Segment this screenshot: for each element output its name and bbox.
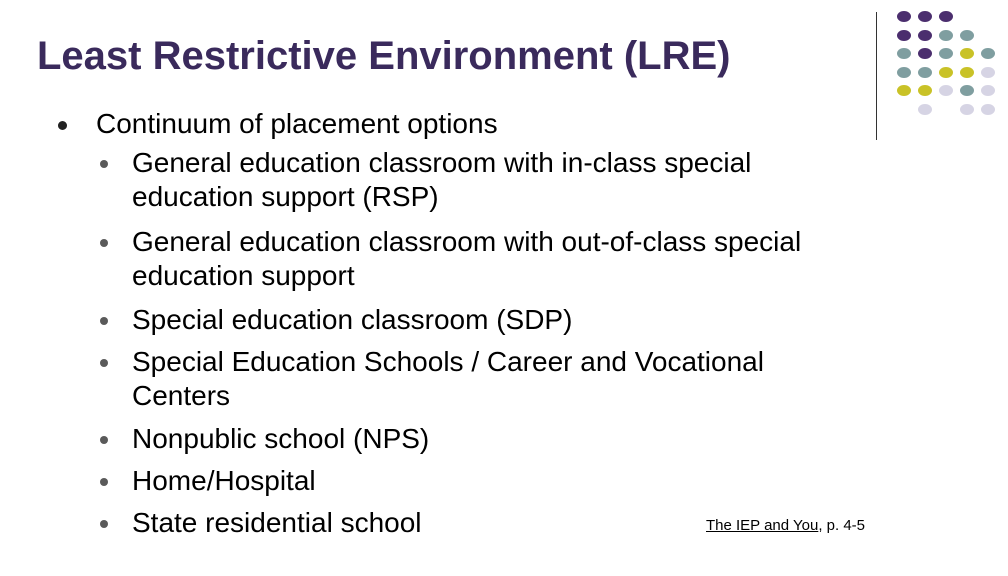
bullet-icon	[100, 520, 108, 528]
bullet-level2-line: Special Education Schools / Career and Vocational	[132, 346, 764, 377]
bullet-icon	[58, 121, 67, 130]
source-pages: , p. 4-5	[818, 517, 866, 534]
bullet-icon	[100, 359, 108, 367]
bullet-level2-line: Nonpublic school (NPS)	[132, 423, 430, 454]
bullet-level2-line: education support	[132, 260, 355, 291]
bullet-icon	[100, 478, 108, 486]
bullet-level2-line: education support (RSP)	[132, 181, 439, 212]
source-citation	[706, 517, 865, 534]
bullet-level2-line: Centers	[132, 380, 231, 411]
slide-title: Least Restrictive Environment (LRE)	[37, 34, 731, 78]
bullet-level2-line: Home/Hospital	[132, 465, 316, 496]
bullet-icon	[100, 160, 108, 168]
bullet-icon	[100, 317, 108, 325]
bullet-level2-line: General education classroom with in-class special	[132, 147, 752, 178]
source-book-title: The IEP and You	[706, 517, 819, 534]
bullet-icon	[100, 436, 108, 444]
bullet-icon	[100, 239, 108, 247]
bullet-level2-line: General education classroom with out-of-class special	[132, 226, 802, 257]
bullet-level2-line: Special education classroom (SDP)	[132, 304, 573, 335]
bullet-level2-line: State residential school	[132, 507, 422, 538]
bullet-level1: Continuum of placement options	[96, 108, 498, 139]
